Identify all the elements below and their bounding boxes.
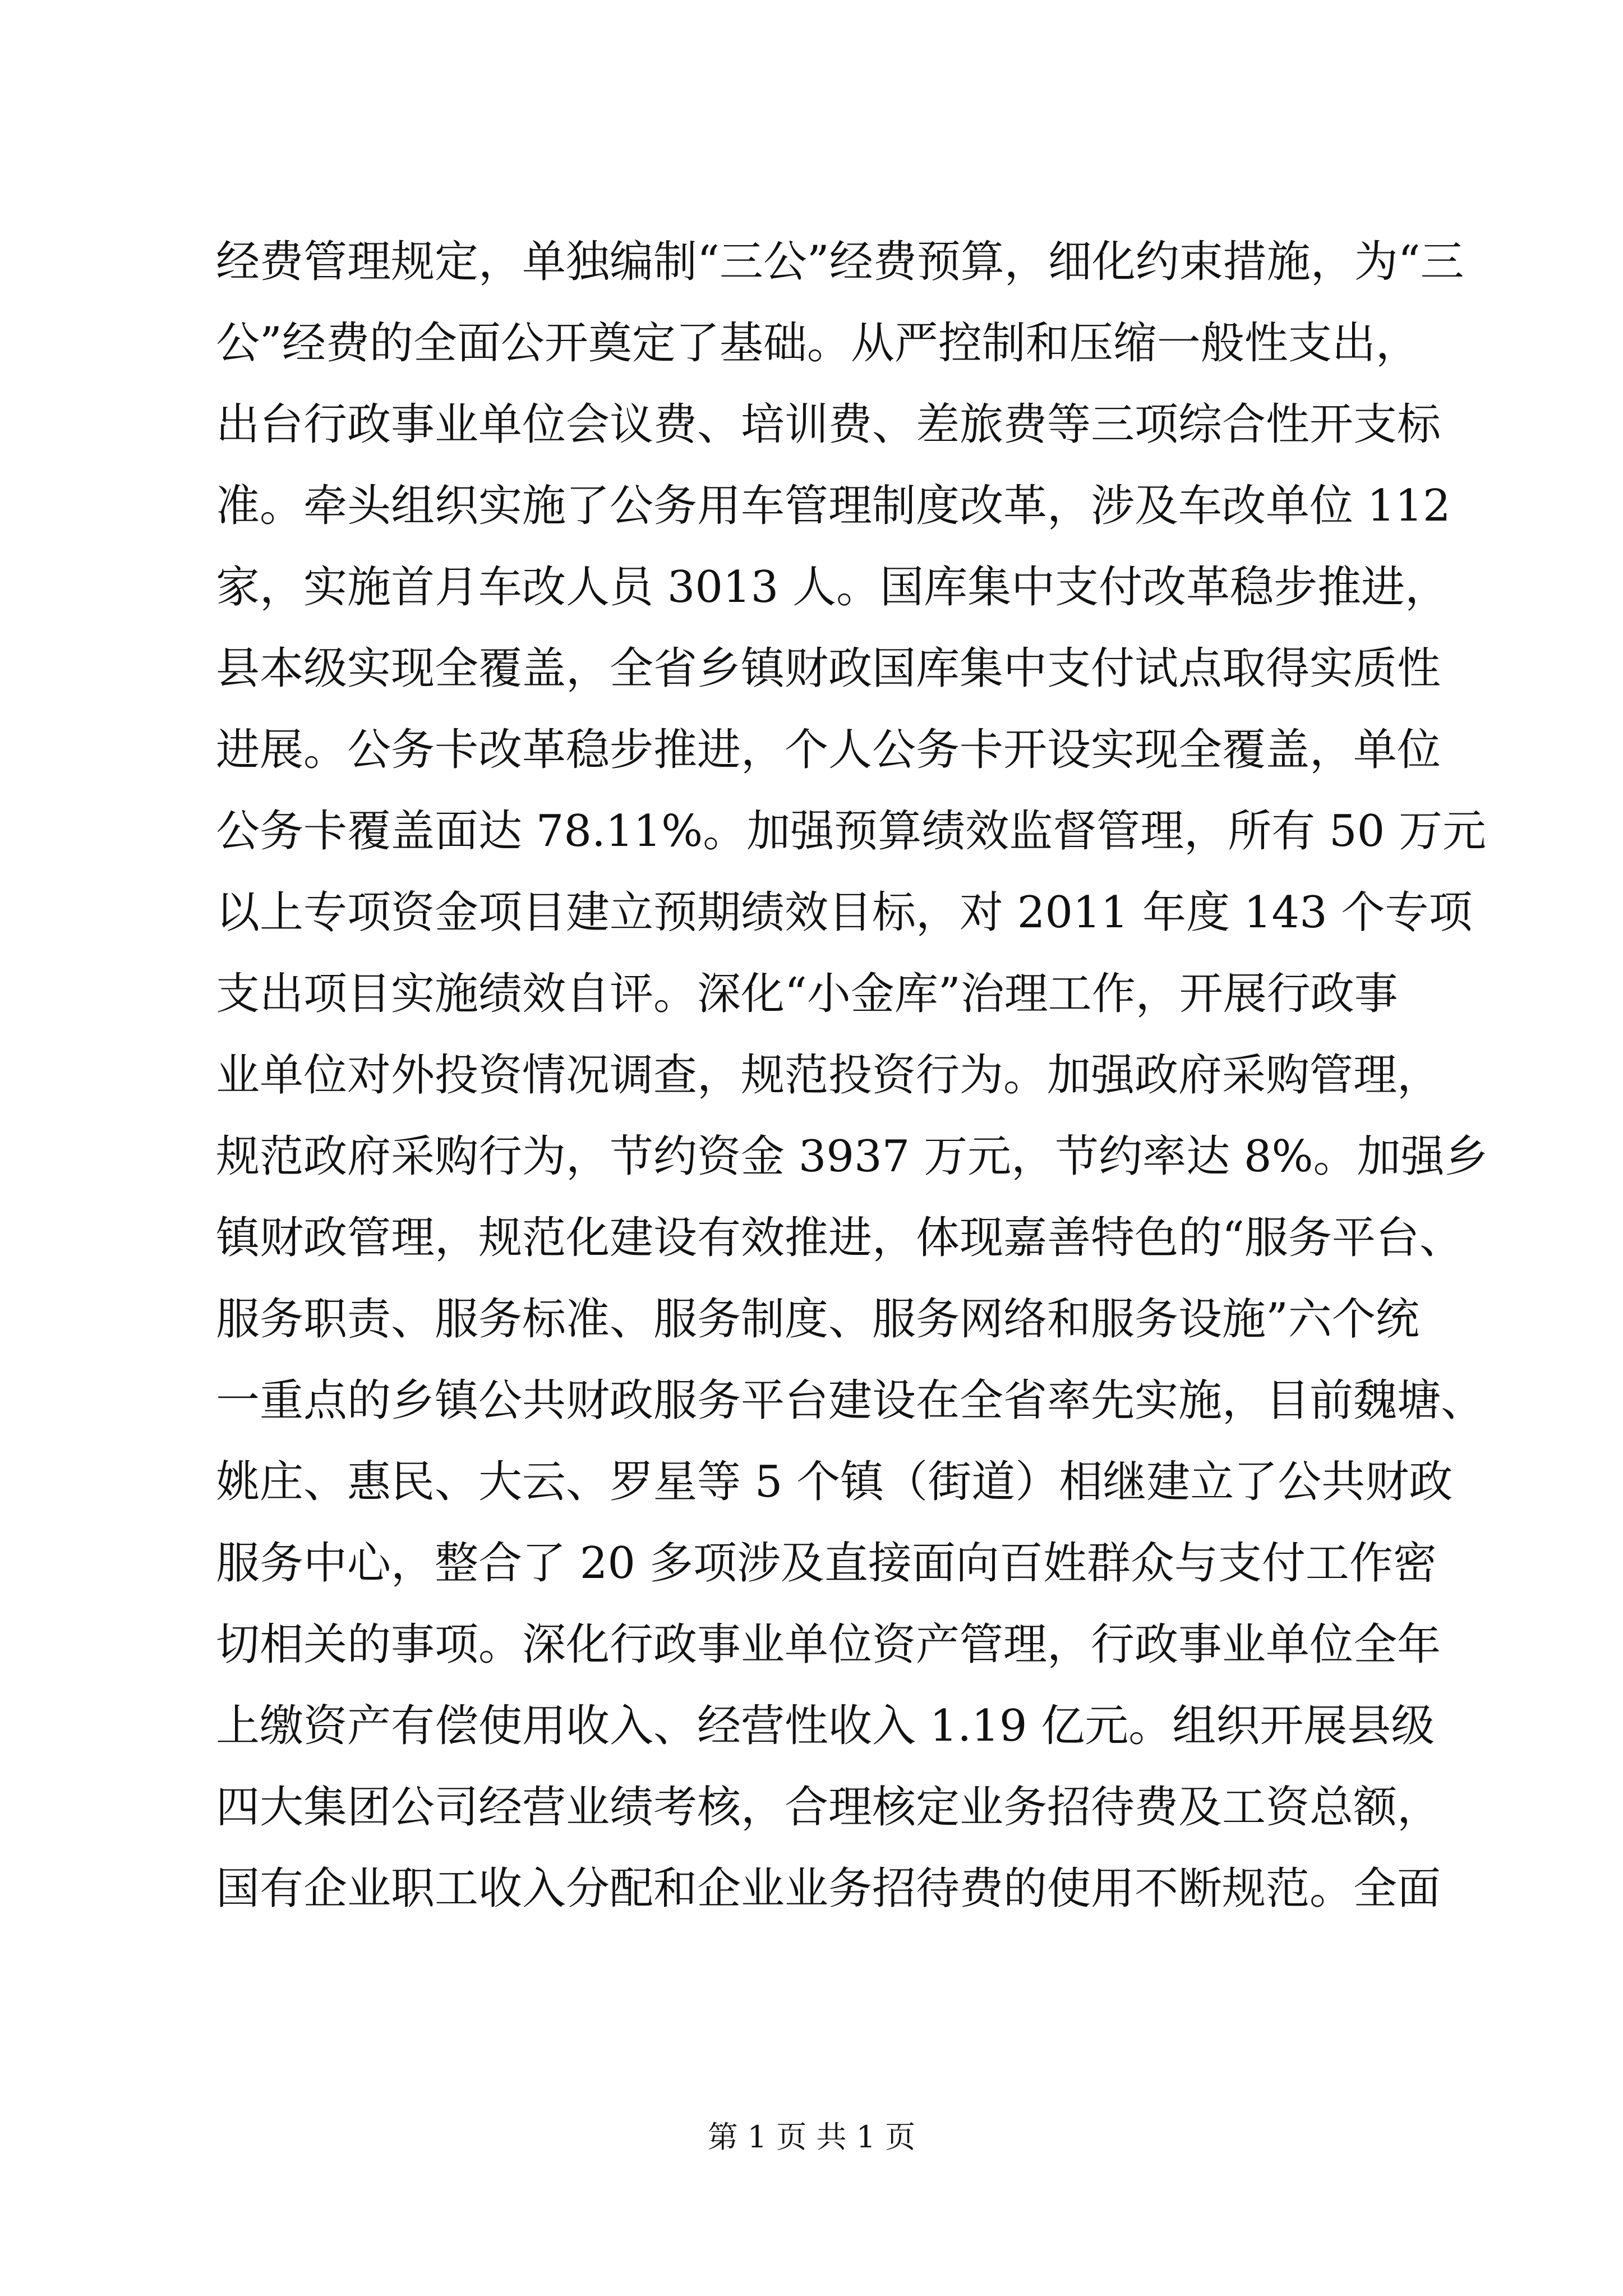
text-line: 服务职责、服务标准、服务制度、服务网络和服务设施”六个统	[216, 1294, 1419, 1345]
text-line: 业单位对外投资情况调查，规范投资行为。加强政府采购管理，	[216, 1050, 1441, 1101]
text-line: 镇财政管理，规范化建设有效推进，体现嘉善特色的“服务平台、	[216, 1213, 1463, 1263]
text-line: 规范政府采购行为，节约资金 3937 万元，节约率达 8%。加强乡	[216, 1131, 1488, 1182]
text-line: 经费管理规定，单独编制“三公”经费预算，细化约束措施，为“三	[216, 237, 1464, 287]
text-line: 国有企业职工收入分配和企业业务招待费的使用不断规范。全面	[216, 1864, 1441, 1914]
body-text	[216, 222, 1488, 1930]
text-line: 准。牵头组织实施了公务用车管理制度改革，涉及车改单位 112	[216, 481, 1451, 531]
text-line: 切相关的事项。深化行政事业单位资产管理，行政事业单位全年	[216, 1619, 1441, 1670]
text-line: 服务中心，整合了 20 多项涉及直接面向百姓群众与支付工作密	[216, 1538, 1437, 1589]
text-line: 四大集团公司经营业绩考核，合理核定业务招待费及工资总额，	[216, 1782, 1441, 1833]
text-line: 一重点的乡镇公共财政服务平台建设在全省率先实施，目前魏塘、	[216, 1375, 1485, 1426]
text-line: 以上专项资金项目建立预期绩效目标，对 2011 年度 143 个专项	[216, 887, 1473, 938]
text-line: 公”经费的全面公开奠定了基础。从严控制和压缩一般性支出，	[216, 318, 1419, 369]
text-line: 进展。公务卡改革稳步推进，个人公务卡开设实现全覆盖，单位	[216, 725, 1441, 775]
text-line: 姚庄、惠民、大云、罗星等 5 个镇（街道）相继建立了公共财政	[216, 1457, 1453, 1507]
text-line: 出台行政事业单位会议费、培训费、差旅费等三项综合性开支标	[216, 399, 1441, 450]
text-line: 县本级实现全覆盖，全省乡镇财政国库集中支付试点取得实质性	[216, 643, 1441, 694]
page-number-footer: 第 1 页 共 1 页	[707, 2119, 916, 2155]
text-line: 上缴资产有偿使用收入、经营性收入 1.19 亿元。组织开展县级	[216, 1701, 1435, 1751]
text-line: 支出项目实施绩效自评。深化“小金库”治理工作，开展行政事	[216, 969, 1398, 1019]
text-line: 家，实施首月车改人员 3013 人。国库集中支付改革稳步推进，	[216, 562, 1449, 613]
text-line: 公务卡覆盖面达 78.11%。加强预算绩效监督管理，所有 50 万元	[216, 806, 1487, 857]
